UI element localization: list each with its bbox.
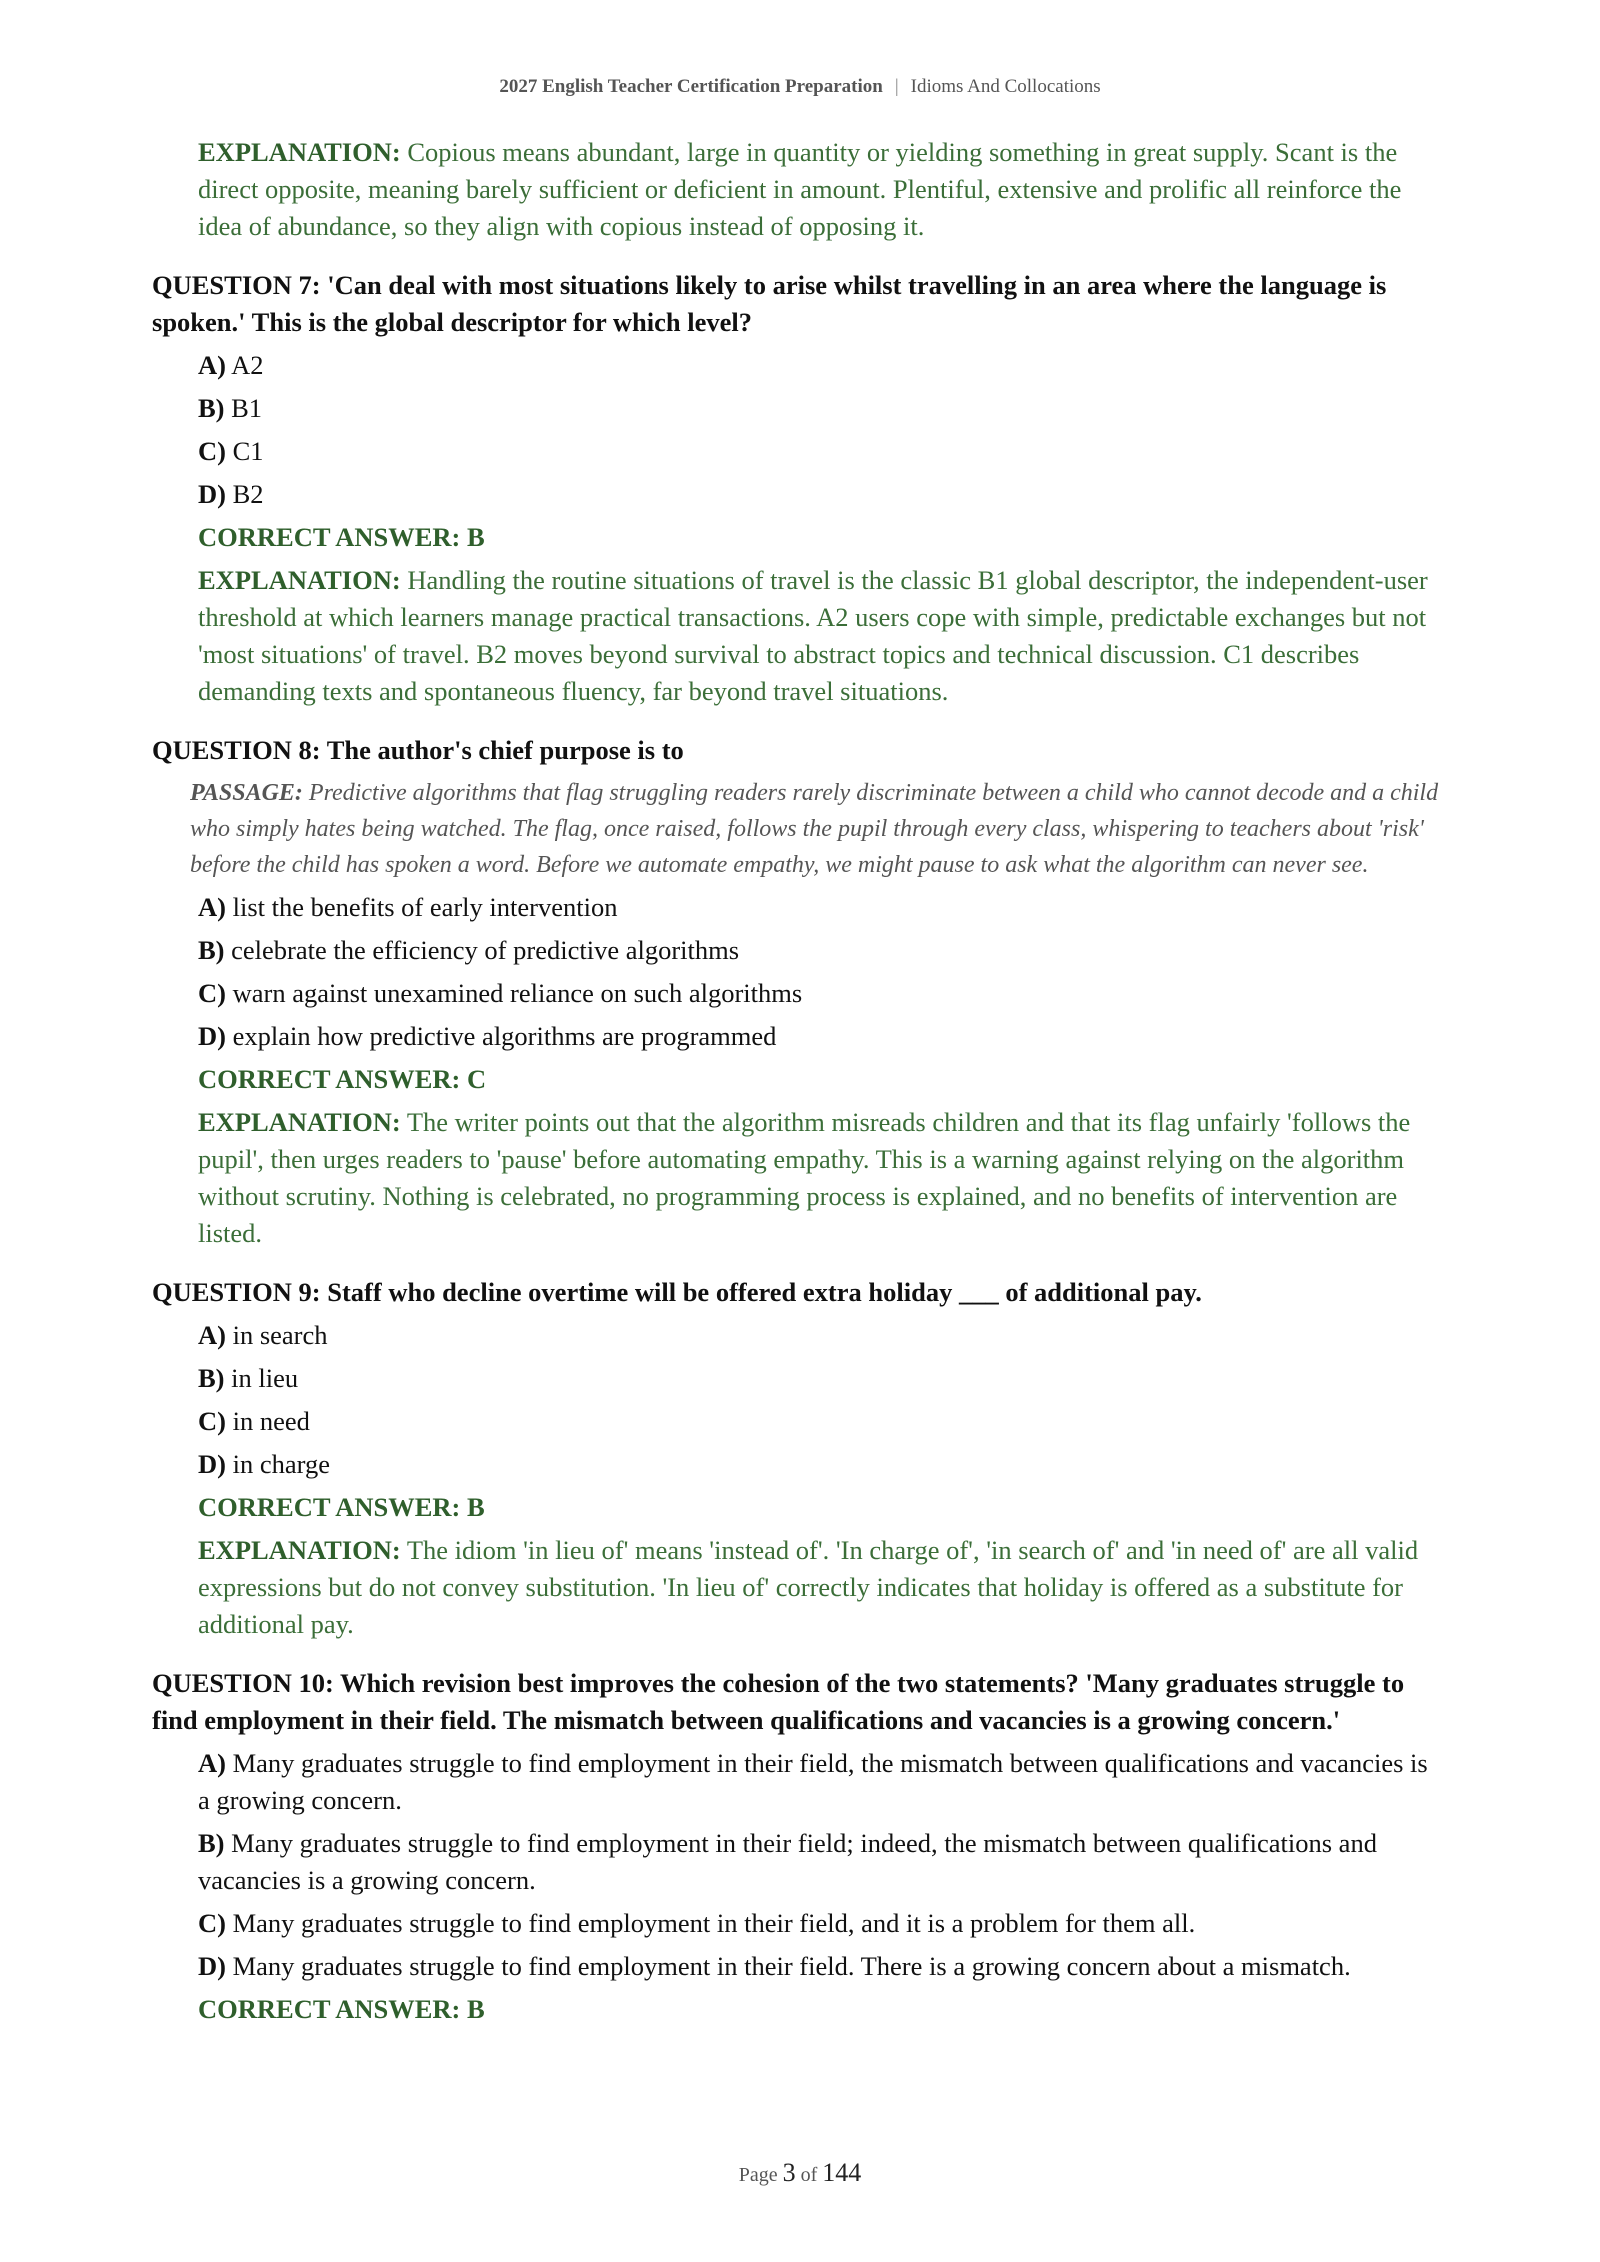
passage-text: Predictive algorithms that flag struggling readers rarely discriminate between a child who cannot decode and a child who simply hates being watched. The flag, once raised, follows the pupil through every class, whispering to teachers about 'risk' before the child has spoken a word. Before we automate empathy, we might pause to ask what the algorithm can never see. [190,780,1439,878]
option-text: in search [232,1320,328,1350]
option-text: in charge [232,1449,330,1479]
option-list [198,1317,1442,1483]
option-text: C1 [232,436,264,466]
total-pages: 144 [822,2158,862,2187]
option-b [198,1360,1442,1397]
question-title: QUESTION 10: Which revision best improves the cohesion of the two statements? 'Many graduates struggle to find employment in their field. The mismatch between qualifications and vacancies is a growing concern.' [152,1668,1405,1735]
option-letter: D) [198,479,226,509]
option-b [198,390,1442,427]
option-text: Many graduates struggle to find employment in their field, the mismatch between qualifications and vacancies is a growing concern. [198,1748,1428,1815]
header-separator: | [894,76,899,97]
question-10 [152,1665,1442,2028]
section-title: Idioms And Collocations [910,76,1101,97]
option-letter: A) [198,892,226,922]
option-a [198,889,1442,926]
correct-answer: CORRECT ANSWER: B [198,1492,485,1522]
question-8 [152,732,1442,1252]
page-header [0,76,1600,98]
explanation-block [198,1104,1442,1252]
explanation-block [198,1532,1442,1643]
question-title: QUESTION 7: 'Can deal with most situations likely to arise whilst travelling in an area where the language is spoken.' This is the global descriptor for which level? [152,270,1387,337]
page-content [152,134,1442,2034]
option-c [198,975,1442,1012]
option-text: Many graduates struggle to find employment in their field. There is a growing concern about a mismatch. [232,1951,1351,1981]
document-title: 2027 English Teacher Certification Preparation [499,76,883,97]
option-letter: C) [198,1406,226,1436]
option-letter: A) [198,1748,226,1778]
option-d [198,476,1442,513]
page-prefix: Page [738,2164,778,2186]
option-text: warn against unexamined reliance on such algorithms [232,978,803,1008]
option-text: explain how predictive algorithms are programmed [232,1021,777,1051]
option-list [198,889,1442,1055]
passage-block [190,775,1442,883]
correct-answer: CORRECT ANSWER: C [198,1064,487,1094]
explanation-label: EXPLANATION: [198,137,401,167]
option-text: Many graduates struggle to find employment in their field, and it is a problem for them all. [232,1908,1196,1938]
option-text: list the benefits of early intervention [232,892,618,922]
correct-answer: CORRECT ANSWER: B [198,1994,485,2024]
option-letter: D) [198,1449,226,1479]
option-c [198,433,1442,470]
explanation-text: The idiom 'in lieu of' means 'instead of'. 'In charge of', 'in search of' and 'in need of' are all valid expressions but do not convey substitution. 'In lieu of' correctly indicates that holiday is offered as a substitute for additional pay. [198,1535,1419,1639]
option-c [198,1403,1442,1440]
current-page-number: 3 [782,2158,796,2187]
option-text: A2 [231,350,264,380]
option-text: Many graduates struggle to find employment in their field; indeed, the mismatch between qualifications and vacancies is a growing concern. [198,1828,1377,1895]
explanation-label: EXPLANATION: [198,1107,401,1137]
option-letter: D) [198,1021,226,1051]
option-d [198,1948,1442,1985]
question-9 [152,1274,1442,1643]
option-d [198,1446,1442,1483]
option-letter: B) [198,935,225,965]
option-letter: A) [198,350,226,380]
option-list [198,347,1442,513]
option-letter: B) [198,1828,225,1858]
option-letter: C) [198,1908,226,1938]
option-text: B2 [232,479,264,509]
option-list [198,1745,1442,1985]
option-letter: C) [198,978,226,1008]
option-a [198,347,1442,384]
option-letter: A) [198,1320,226,1350]
explanation-label: EXPLANATION: [198,1535,401,1565]
explanation-text: Copious means abundant, large in quantity or yielding something in great supply. Scant is the direct opposite, meaning barely sufficient or deficient in amount. Plentiful, extensive and prolific all reinforce the idea of abundance, so they align with copious instead of opposing it. [198,137,1402,241]
option-a [198,1317,1442,1354]
explanation-block [198,562,1442,710]
question-7 [152,267,1442,710]
explanation-text: The writer points out that the algorithm misreads children and that its flag unfairly 'follows the pupil', then urges readers to 'pause' before automating empathy. This is a warning against relying on the algorithm without scrutiny. Nothing is celebrated, no programming process is explained, and no benefits of intervention are listed. [198,1107,1411,1248]
option-a [198,1745,1442,1819]
option-text: in lieu [231,1363,299,1393]
page-footer [0,2158,1600,2188]
passage-label: PASSAGE: [190,780,303,806]
option-letter: B) [198,393,225,423]
option-letter: B) [198,1363,225,1393]
option-text: celebrate the efficiency of predictive algorithms [231,935,740,965]
explanation-block [198,134,1442,245]
option-c [198,1905,1442,1942]
correct-answer: CORRECT ANSWER: B [198,522,485,552]
explanation-label: EXPLANATION: [198,565,401,595]
question-title: QUESTION 9: Staff who decline overtime will be offered extra holiday ___ of additional pay. [152,1277,1202,1307]
option-text: B1 [231,393,263,423]
option-d [198,1018,1442,1055]
option-b [198,1825,1442,1899]
option-text: in need [232,1406,310,1436]
option-b [198,932,1442,969]
page-of: of [800,2164,818,2186]
explanation-text: Handling the routine situations of travel is the classic B1 global descriptor, the independent-user threshold at which learners manage practical transactions. A2 users cope with simple, predictable exchanges but not 'most situations' of travel. B2 moves beyond survival to abstract topics and technical discussion. C1 describes demanding texts and spontaneous fluency, far beyond travel situations. [198,565,1428,706]
option-letter: D) [198,1951,226,1981]
option-letter: C) [198,436,226,466]
question-title: QUESTION 8: The author's chief purpose is to [152,735,684,765]
